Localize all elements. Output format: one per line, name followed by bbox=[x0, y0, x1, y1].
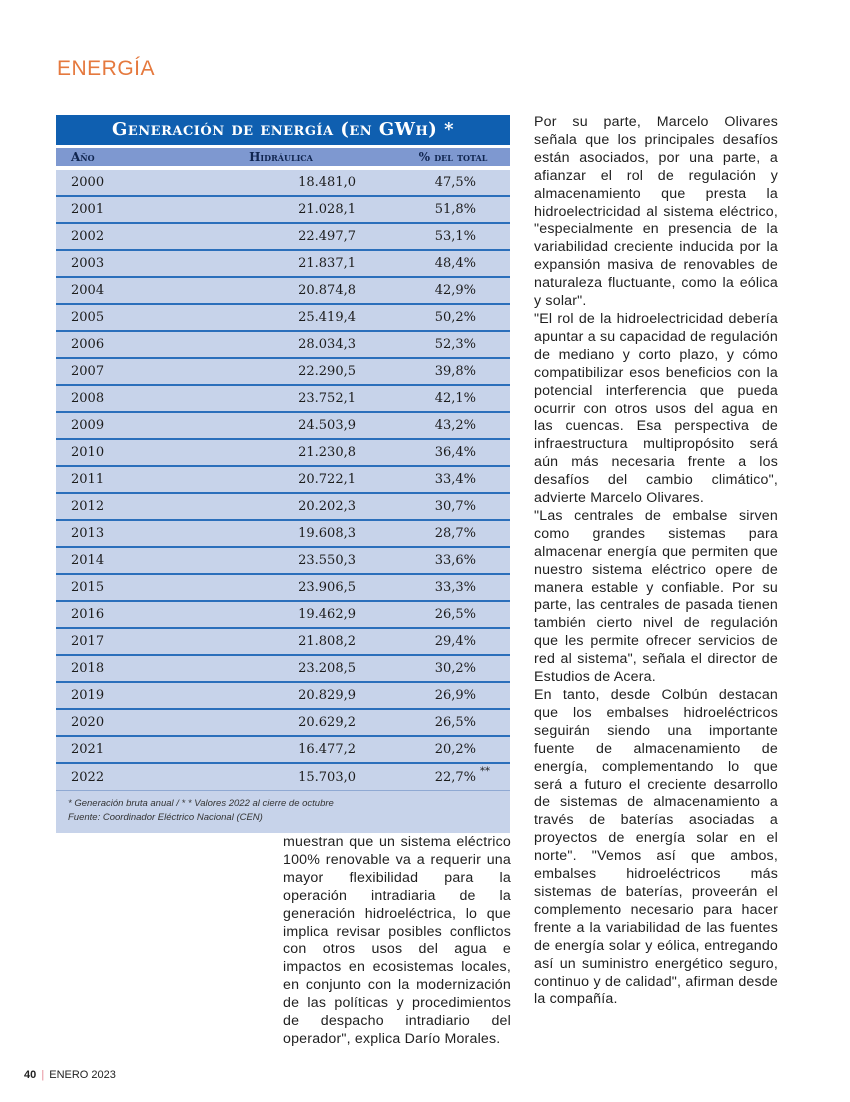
issue-date: ENERO 2023 bbox=[49, 1069, 116, 1081]
table-row bbox=[56, 737, 510, 764]
cell-pct-value: 33,6% bbox=[434, 553, 476, 568]
table-row bbox=[56, 602, 510, 629]
cell-hydro: 21.028,1 bbox=[298, 202, 356, 217]
cell-pct bbox=[356, 391, 476, 406]
cell-year: 2000 bbox=[71, 175, 105, 190]
paragraph: "El rol de la hidroelectricidad debería apuntar a su capacidad de regulación de mediano y corto plazo, y cómo compatibilizar esos beneficios con la potencial interferencia que pueda ocurrir con otros usos del agua en las cuencas. Esa perspectiva de infraestructura multipropósito será aún más necesaria frente a los desafíos del cambio climático", advierte Marcelo Olivares. bbox=[534, 310, 778, 507]
cell-pct-value: 51,8% bbox=[434, 202, 476, 217]
cell-pct bbox=[356, 526, 476, 541]
cell-year: 2011 bbox=[71, 472, 105, 487]
table-body bbox=[56, 170, 510, 791]
cell-pct bbox=[356, 202, 476, 217]
paragraph: muestran que un sistema eléctrico 100% renovable va a requerir una mayor flexibilidad para la operación intradiaria de la generación hidroeléctrica, lo que implica revisar posibles conflictos con otros usos del agua e impactos en ecosistemas locales, en conjunto con la modernización de las políticas y procedimientos de despacho intradiario del operador", explica Darío Morales. bbox=[283, 834, 511, 1047]
cell-hydro: 20.202,3 bbox=[298, 499, 356, 514]
cell-year: 2003 bbox=[71, 256, 105, 271]
cell-hydro: 21.837,1 bbox=[298, 256, 356, 271]
footer-separator: | bbox=[41, 1069, 45, 1081]
cell-hydro: 21.808,2 bbox=[298, 634, 356, 649]
page-footer bbox=[24, 1069, 116, 1081]
body-column-right bbox=[534, 114, 778, 1009]
cell-pct-value: 53,1% bbox=[434, 229, 476, 244]
cell-pct bbox=[356, 256, 476, 271]
table-row bbox=[56, 440, 510, 467]
cell-pct-value: 42,1% bbox=[434, 391, 476, 406]
cell-pct bbox=[356, 175, 476, 190]
cell-hydro: 23.208,5 bbox=[298, 661, 356, 676]
cell-year: 2022 bbox=[71, 769, 105, 785]
cell-year: 2021 bbox=[71, 742, 105, 757]
cell-pct bbox=[356, 765, 490, 785]
cell-hydro: 22.497,7 bbox=[298, 229, 356, 244]
paragraph: Por su parte, Marcelo Olivares señala que los principales desafíos están asociados, por una parte, a afianzar el rol de regulación y almacenamiento que presta la hidroelectricidad al sistema eléctrico, "especialmente en presencia de la variabilidad creciente inducida por la expansión masiva de renovables de naturaleza fluctuante, como la eólica y solar". bbox=[534, 114, 778, 310]
cell-hydro: 23.550,3 bbox=[298, 553, 356, 568]
cell-pct bbox=[356, 634, 476, 649]
cell-pct-value: 50,2% bbox=[434, 310, 476, 325]
cell-pct bbox=[356, 661, 476, 676]
table-row bbox=[56, 413, 510, 440]
table-row bbox=[56, 494, 510, 521]
cell-hydro: 18.481,0 bbox=[298, 175, 356, 190]
cell-year: 2018 bbox=[71, 661, 105, 676]
page-number: 40 bbox=[24, 1069, 37, 1081]
cell-pct-value: 48,4% bbox=[434, 256, 476, 271]
cell-pct bbox=[356, 283, 476, 298]
cell-hydro: 28.034,3 bbox=[298, 337, 356, 352]
cell-year: 2001 bbox=[71, 202, 105, 217]
table-footnotes bbox=[56, 791, 510, 833]
table-row bbox=[56, 656, 510, 683]
cell-pct bbox=[356, 364, 476, 379]
cell-hydro: 16.477,2 bbox=[298, 742, 356, 757]
paragraph: "Las centrales de embalse sirven como grandes sistemas para almacenar energía que permiten que nuestro sistema eléctrico opere de manera estable y confiable. Por su parte, las centrales de pasada tienen también cierto nivel de regulación que les permite ofrecer servicios de red al sistema", señala el director de Estudios de Acera. bbox=[534, 507, 778, 686]
cell-hydro: 15.703,0 bbox=[298, 769, 356, 785]
cell-hydro: 20.722,1 bbox=[298, 472, 356, 487]
cell-pct bbox=[356, 607, 476, 622]
body-column-middle bbox=[283, 834, 511, 1049]
cell-hydro: 25.419,4 bbox=[298, 310, 356, 325]
cell-pct bbox=[356, 229, 476, 244]
cell-year: 2009 bbox=[71, 418, 105, 433]
cell-year: 2008 bbox=[71, 391, 105, 406]
table-row bbox=[56, 305, 510, 332]
table-row bbox=[56, 278, 510, 305]
cell-pct bbox=[356, 742, 476, 757]
energy-generation-table bbox=[56, 115, 510, 833]
cell-hydro: 22.290,5 bbox=[298, 364, 356, 379]
cell-pct-value: 29,4% bbox=[434, 634, 476, 649]
section-label: ENERGÍA bbox=[57, 57, 156, 80]
cell-year: 2013 bbox=[71, 526, 105, 541]
column-header-pct: % del total bbox=[418, 150, 488, 164]
table-header-row bbox=[56, 148, 510, 166]
table-row bbox=[56, 548, 510, 575]
cell-year: 2020 bbox=[71, 715, 105, 730]
cell-pct bbox=[356, 499, 476, 514]
cell-year: 2005 bbox=[71, 310, 105, 325]
cell-year: 2014 bbox=[71, 553, 105, 568]
cell-pct bbox=[356, 337, 476, 352]
table-title: Generación de energía (en GWh) * bbox=[56, 115, 510, 145]
cell-pct-value: 26,9% bbox=[434, 688, 476, 703]
cell-pct-value: 26,5% bbox=[434, 607, 476, 622]
cell-hydro: 24.503,9 bbox=[298, 418, 356, 433]
column-header-hydro: Hidráulica bbox=[249, 150, 313, 164]
cell-pct bbox=[356, 310, 476, 325]
cell-pct-value: 28,7% bbox=[434, 526, 476, 541]
cell-hydro: 19.462,9 bbox=[298, 607, 356, 622]
cell-pct-value: 26,5% bbox=[434, 715, 476, 730]
table-row bbox=[56, 764, 510, 791]
cell-note: ** bbox=[480, 765, 490, 777]
footnote-source: Fuente: Coordinador Eléctrico Nacional (CEN) bbox=[68, 812, 263, 823]
cell-pct-value: 20,2% bbox=[434, 742, 476, 757]
cell-hydro: 21.230,8 bbox=[298, 445, 356, 460]
cell-year: 2015 bbox=[71, 580, 105, 595]
table-row bbox=[56, 197, 510, 224]
cell-pct bbox=[356, 472, 476, 487]
cell-pct-value: 42,9% bbox=[434, 283, 476, 298]
cell-hydro: 23.752,1 bbox=[298, 391, 356, 406]
table-row bbox=[56, 521, 510, 548]
cell-year: 2004 bbox=[71, 283, 105, 298]
cell-hydro: 20.874,8 bbox=[298, 283, 356, 298]
cell-hydro: 20.829,9 bbox=[298, 688, 356, 703]
table-row bbox=[56, 170, 510, 197]
cell-pct-value: 22,7% bbox=[434, 769, 476, 785]
cell-pct-value: 30,2% bbox=[434, 661, 476, 676]
cell-year: 2012 bbox=[71, 499, 105, 514]
footnote-definition: * Generación bruta anual / * * Valores 2022 al cierre de octubre bbox=[68, 798, 334, 809]
table-row bbox=[56, 251, 510, 278]
table-row bbox=[56, 683, 510, 710]
cell-pct bbox=[356, 580, 476, 595]
cell-pct-value: 33,4% bbox=[434, 472, 476, 487]
cell-year: 2006 bbox=[71, 337, 105, 352]
cell-pct-value: 33,3% bbox=[434, 580, 476, 595]
column-header-year: Año bbox=[71, 150, 95, 164]
cell-year: 2016 bbox=[71, 607, 105, 622]
cell-hydro: 23.906,5 bbox=[298, 580, 356, 595]
cell-pct bbox=[356, 445, 476, 460]
cell-pct bbox=[356, 418, 476, 433]
cell-year: 2002 bbox=[71, 229, 105, 244]
cell-pct-value: 30,7% bbox=[434, 499, 476, 514]
cell-pct-value: 43,2% bbox=[434, 418, 476, 433]
cell-pct bbox=[356, 553, 476, 568]
table-row bbox=[56, 359, 510, 386]
cell-hydro: 20.629,2 bbox=[298, 715, 356, 730]
table-row bbox=[56, 224, 510, 251]
cell-pct-value: 47,5% bbox=[434, 175, 476, 190]
table-row bbox=[56, 575, 510, 602]
cell-year: 2010 bbox=[71, 445, 105, 460]
cell-hydro: 19.608,3 bbox=[298, 526, 356, 541]
table-row bbox=[56, 629, 510, 656]
cell-pct bbox=[356, 715, 476, 730]
cell-year: 2017 bbox=[71, 634, 105, 649]
table-row bbox=[56, 332, 510, 359]
paragraph: En tanto, desde Colbún destacan que los embalses hidroeléctricos seguirán siendo una importante fuente de almacenamiento de energía, complementando lo que será a futuro el creciente desarrollo de sistemas de almacenamiento a través de baterías asociadas a proyectos de energía solar en el norte". "Vemos así que ambos, embalses hidroeléctricos más sistemas de baterías, proveerán el complemento necesario para hacer frente a la variabilidad de las fuentes de energía solar y eólica, entregando así un suministro energético seguro, continuo y de calidad", afirman desde la compañía. bbox=[534, 687, 778, 1008]
cell-pct-value: 36,4% bbox=[434, 445, 476, 460]
table-row bbox=[56, 467, 510, 494]
cell-pct-value: 39,8% bbox=[434, 364, 476, 379]
cell-year: 2007 bbox=[71, 364, 105, 379]
cell-pct bbox=[356, 688, 476, 703]
table-row bbox=[56, 386, 510, 413]
cell-pct-value: 52,3% bbox=[434, 337, 476, 352]
cell-year: 2019 bbox=[71, 688, 105, 703]
table-row bbox=[56, 710, 510, 737]
